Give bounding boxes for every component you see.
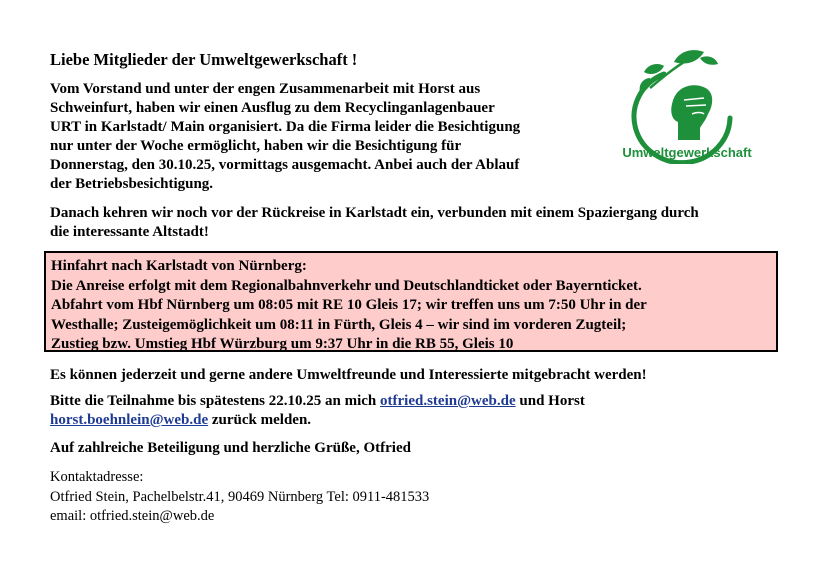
after-paragraph	[50, 204, 699, 242]
intro-line: URT in Karlstadt/ Main organisiert. Da die Firma leider die Besichtigung	[50, 119, 521, 135]
intro-line: Vom Vorstand und unter der engen Zusammenarbeit mit Horst aus	[50, 81, 481, 97]
email-link-otfried[interactable]: otfried.stein@web.de	[380, 393, 516, 409]
contact-label: Kontaktadresse:	[50, 469, 144, 485]
contact-email: email: otfried.stein@web.de	[50, 508, 215, 524]
after-line: Danach kehren wir noch vor der Rückreise in Karlstadt ein, verbunden mit einem Spaziergang durch	[50, 205, 699, 221]
box-line: Westhalle; Zusteigemöglichkeit um 08:11 in Fürth, Gleis 4 – wir sind im vorderen Zugteil;	[51, 316, 627, 333]
box-heading: Hinfahrt nach Karlstadt von Nürnberg:	[51, 258, 307, 274]
intro-line: Schweinfurt, haben wir einen Ausflug zu dem Recyclinganlagenbauer	[50, 100, 495, 116]
intro-line: Donnerstag, den 30.10.25, vormittags ausgemacht. Anbei auch der Ablauf	[50, 157, 520, 173]
logo-wordmark: Umweltgewerkschaft	[622, 145, 752, 160]
intro-paragraph	[50, 80, 520, 194]
travel-info-box	[44, 251, 778, 352]
email-link-horst[interactable]: horst.boehnlein@web.de	[50, 412, 209, 428]
reply-text: zurück melden.	[208, 412, 312, 428]
intro-line: nur unter der Woche ermöglicht, haben wir die Besichtigung für	[50, 138, 462, 154]
box-line: Die Anreise erfolgt mit dem Regionalbahnverkehr und Deutschlandticket oder Bayernticket.	[51, 277, 642, 294]
closing-line: Auf zahlreiche Beteiligung und herzliche Grüße, Otfried	[50, 440, 411, 456]
box-line: Abfahrt vom Hbf Nürnberg um 08:05 mit RE 10 Gleis 17; wir treffen uns um 7:50 Uhr in der	[51, 297, 647, 313]
invitation-note: Es können jederzeit und gerne andere Umweltfreunde und Interessierte mitgebracht werden!	[50, 367, 647, 383]
box-line: Zustieg bzw. Umstieg Hbf Würzburg um 9:37 Uhr in die RB 55, Gleis 10	[51, 336, 514, 352]
contact-address: Otfried Stein, Pachelbelstr.41, 90469 Nürnberg Tel: 0911-481533	[50, 488, 430, 505]
letter-title: Liebe Mitglieder der Umweltgewerkschaft !	[50, 50, 358, 69]
reply-text: Bitte die Teilnahme bis spätestens 22.10.25 an mich	[50, 393, 381, 409]
intro-line: der Betriebsbesichtigung.	[50, 176, 214, 192]
reply-paragraph	[50, 392, 585, 430]
after-line: die interessante Altstadt!	[50, 224, 209, 240]
contact-block	[50, 468, 429, 527]
reply-text: und Horst	[515, 393, 585, 409]
